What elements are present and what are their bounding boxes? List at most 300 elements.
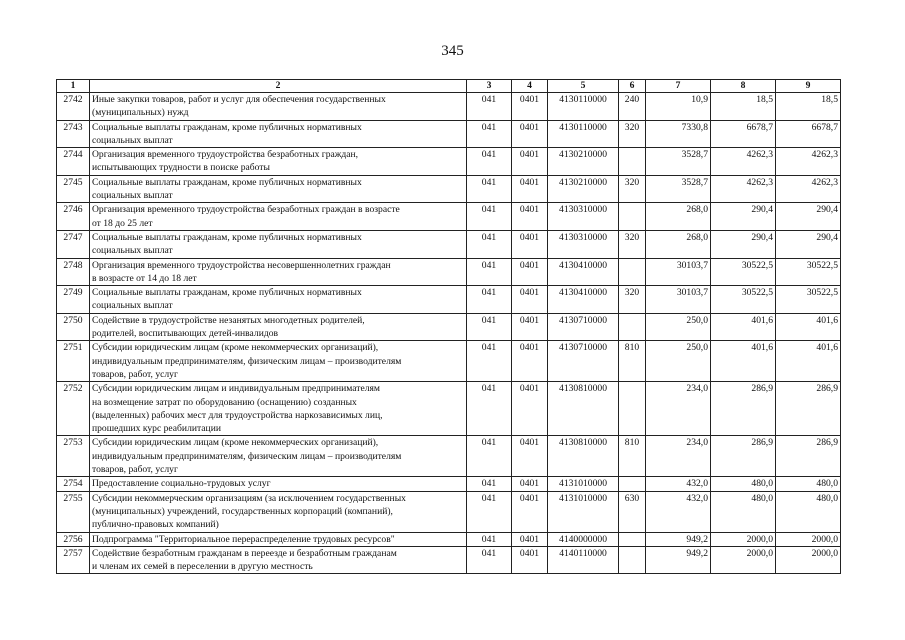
amount-col8-text: 6678,7: [746, 121, 773, 133]
amount-col7-text: 30103,7: [676, 259, 708, 271]
amount-col9-cell: [776, 203, 841, 231]
amount-col7-text: 432,0: [686, 492, 708, 504]
section-code-text: 0401: [519, 533, 540, 545]
expense-type-text: 320: [624, 231, 640, 243]
item-name-text: Социальные выплаты гражданам, кроме публичных нормативных социальных выплат: [92, 287, 362, 312]
row-number-cell: [57, 286, 90, 314]
target-article-cell: [548, 175, 619, 203]
row-number-text: 2748: [63, 259, 83, 271]
header-cell: 3: [467, 80, 512, 93]
table-body: [57, 93, 841, 574]
row-number-text: 2742: [63, 94, 83, 105]
row-number-cell: [57, 382, 90, 436]
amount-col9-cell: [776, 93, 841, 121]
ministry-code-cell: [467, 382, 512, 436]
section-code-text: 0401: [519, 547, 540, 559]
section-code-cell: [512, 258, 548, 286]
row-number-text: 2747: [63, 231, 83, 243]
amount-col8-cell: [711, 341, 776, 382]
expense-type-cell: [619, 341, 646, 382]
amount-col8-text: 18,5: [756, 94, 773, 105]
ministry-code-cell: [467, 491, 512, 532]
row-number-text: 2754: [63, 478, 83, 490]
amount-col9-cell: [776, 477, 841, 491]
target-article-text: 4131010000: [559, 478, 607, 490]
item-name-text: Субсидии юридическим лицам и индивидуальным предпринимателям на возмещение затрат по оборудованию (оснащению) созданных (выделенных) рабочих мест для трудоустройства наркозависимых лиц, прошедших курс реабилитации: [92, 383, 383, 435]
section-code-text: 0401: [519, 94, 540, 105]
section-code-cell: [512, 313, 548, 341]
target-article-cell: [548, 93, 619, 121]
row-number-text: 2744: [63, 149, 83, 161]
table-row: [57, 93, 841, 121]
amount-col9-text: 286,9: [816, 383, 838, 395]
budget-table: [56, 79, 841, 574]
amount-col7-cell: [646, 286, 711, 314]
header-cell: 8: [711, 80, 776, 93]
item-name-cell: [90, 148, 467, 176]
table-row: [57, 477, 841, 491]
target-article-text: 4130710000: [559, 342, 607, 354]
target-article-text: 4130110000: [559, 121, 607, 133]
section-code-cell: [512, 93, 548, 121]
target-article-text: 4130810000: [559, 437, 607, 449]
ministry-code-text: 041: [481, 94, 497, 105]
amount-col7-cell: [646, 203, 711, 231]
item-name-text: Иные закупки товаров, работ и услуг для обеспечения государственных (муниципальных) нужд: [92, 94, 386, 119]
page-number: 345: [441, 43, 464, 59]
amount-col8-text: 401,6: [751, 342, 773, 354]
target-article-cell: [548, 258, 619, 286]
amount-col7-text: 3528,7: [681, 149, 708, 161]
section-code-cell: [512, 148, 548, 176]
target-article-cell: [548, 436, 619, 477]
item-name-text: Социальные выплаты гражданам, кроме публичных нормативных социальных выплат: [92, 231, 362, 257]
ministry-code-text: 041: [481, 533, 497, 545]
item-name-cell: [90, 286, 467, 314]
row-number-cell: [57, 175, 90, 203]
item-name-cell: [90, 532, 467, 546]
ministry-code-text: 041: [481, 176, 497, 188]
row-number-cell: [57, 436, 90, 477]
amount-col9-text: 4262,3: [811, 176, 838, 188]
expense-type-text: 240: [624, 94, 640, 105]
target-article-text: 4130710000: [559, 314, 607, 326]
target-article-text: 4130410000: [559, 259, 607, 271]
amount-col7-cell: [646, 120, 711, 148]
section-code-text: 0401: [519, 492, 540, 504]
section-code-text: 0401: [519, 437, 540, 449]
ministry-code-text: 041: [481, 478, 497, 490]
amount-col9-cell: [776, 258, 841, 286]
amount-col9-text: 401,6: [816, 314, 838, 326]
expense-type-text: 320: [624, 287, 640, 299]
row-number-cell: [57, 258, 90, 286]
amount-col9-cell: [776, 436, 841, 477]
row-number-cell: [57, 230, 90, 258]
row-number-cell: [57, 203, 90, 231]
amount-col7-text: 30103,7: [676, 287, 708, 299]
amount-col8-cell: [711, 313, 776, 341]
amount-col9-cell: [776, 532, 841, 546]
item-name-cell: [90, 382, 467, 436]
amount-col8-cell: [711, 477, 776, 491]
amount-col8-text: 2000,0: [746, 547, 773, 559]
section-code-text: 0401: [519, 287, 540, 299]
ministry-code-cell: [467, 93, 512, 121]
table-row: [57, 175, 841, 203]
item-name-text: Подпрограмма "Территориальное перераспределение трудовых ресурсов": [92, 533, 395, 545]
section-code-cell: [512, 203, 548, 231]
amount-col7-cell: [646, 313, 711, 341]
item-name-cell: [90, 175, 467, 203]
row-number-text: 2750: [63, 314, 83, 326]
ministry-code-cell: [467, 258, 512, 286]
row-number-cell: [57, 148, 90, 176]
section-code-text: 0401: [519, 478, 540, 490]
ministry-code-text: 041: [481, 259, 497, 271]
target-article-text: 4140110000: [559, 547, 607, 559]
section-code-cell: [512, 532, 548, 546]
amount-col7-cell: [646, 382, 711, 436]
table-row: [57, 313, 841, 341]
target-article-cell: [548, 477, 619, 491]
amount-col9-text: 30522,5: [806, 287, 838, 299]
table-header-row: [57, 80, 841, 93]
expense-type-cell: [619, 546, 646, 574]
expense-type-text: 320: [624, 176, 640, 188]
ministry-code-text: 041: [481, 204, 497, 216]
section-code-cell: [512, 286, 548, 314]
row-number-cell: [57, 341, 90, 382]
ministry-code-text: 041: [481, 547, 497, 559]
section-code-text: 0401: [519, 259, 540, 271]
amount-col8-text: 2000,0: [746, 533, 773, 545]
amount-col8-cell: [711, 436, 776, 477]
amount-col7-text: 234,0: [686, 437, 708, 449]
ministry-code-cell: [467, 436, 512, 477]
target-article-cell: [548, 313, 619, 341]
row-number-text: 2746: [63, 204, 83, 216]
target-article-text: 4131010000: [559, 492, 607, 504]
amount-col7-text: 949,2: [686, 547, 708, 559]
item-name-cell: [90, 93, 467, 121]
expense-type-cell: [619, 477, 646, 491]
item-name-text: Содействие безработным гражданам в переезде и безработным гражданам и членам их семей в переселении в другую местность: [92, 547, 397, 573]
ministry-code-text: 041: [481, 231, 497, 243]
header-cell: 9: [776, 80, 841, 93]
row-number-cell: [57, 532, 90, 546]
amount-col9-cell: [776, 313, 841, 341]
amount-col8-text: 30522,5: [741, 259, 773, 271]
expense-type-cell: [619, 313, 646, 341]
amount-col8-text: 4262,3: [746, 149, 773, 161]
expense-type-cell: [619, 286, 646, 314]
amount-col7-cell: [646, 341, 711, 382]
amount-col9-cell: [776, 341, 841, 382]
amount-col7-cell: [646, 258, 711, 286]
item-name-text: Организация временного трудоустройства безработных граждан в возрасте от 18 до 25 лет: [92, 204, 400, 229]
header-cell: 4: [512, 80, 548, 93]
ministry-code-text: 041: [481, 287, 497, 299]
target-article-cell: [548, 120, 619, 148]
amount-col7-text: 250,0: [686, 314, 708, 326]
amount-col8-text: 290,4: [751, 204, 773, 216]
target-article-cell: [548, 341, 619, 382]
amount-col7-cell: [646, 93, 711, 121]
row-number-cell: [57, 546, 90, 574]
table-row: [57, 341, 841, 382]
section-code-cell: [512, 120, 548, 148]
section-code-text: 0401: [519, 149, 540, 161]
section-code-cell: [512, 382, 548, 436]
section-code-text: 0401: [519, 204, 540, 216]
amount-col9-cell: [776, 491, 841, 532]
table-row: [57, 120, 841, 148]
table-row: [57, 148, 841, 176]
amount-col9-text: 290,4: [816, 231, 838, 243]
item-name-text: Содействие в трудоустройстве незанятых многодетных родителей, родителей, воспитывающих детей-инвалидов: [92, 314, 365, 340]
table-row: [57, 382, 841, 436]
row-number-text: 2756: [63, 533, 83, 545]
amount-col8-text: 286,9: [751, 437, 773, 449]
expense-type-cell: [619, 258, 646, 286]
target-article-cell: [548, 203, 619, 231]
amount-col7-text: 268,0: [686, 231, 708, 243]
table-row: [57, 546, 841, 574]
header-cell: 5: [548, 80, 619, 93]
amount-col8-cell: [711, 286, 776, 314]
amount-col7-cell: [646, 148, 711, 176]
target-article-text: 4140000000: [559, 533, 607, 545]
amount-col9-text: 290,4: [816, 204, 838, 216]
section-code-cell: [512, 230, 548, 258]
section-code-text: 0401: [519, 314, 540, 326]
ministry-code-cell: [467, 203, 512, 231]
row-number-cell: [57, 491, 90, 532]
amount-col9-text: 2000,0: [811, 533, 838, 545]
target-article-text: 4130110000: [559, 94, 607, 105]
table-row: [57, 258, 841, 286]
amount-col8-cell: [711, 175, 776, 203]
amount-col8-text: 4262,3: [746, 176, 773, 188]
amount-col8-cell: [711, 532, 776, 546]
item-name-text: Организация временного трудоустройства несовершеннолетних граждан в возрасте от 14 до 18 лет: [92, 259, 391, 284]
item-name-text: Субсидии некоммерческим организациям (за исключением государственных (муниципальных) учреждений, государственных корпораций (компаний), публично-правовых компаний): [92, 492, 406, 531]
item-name-text: Организация временного трудоустройства безработных граждан, испытывающих трудности в поиске работы: [92, 149, 359, 174]
amount-col9-text: 2000,0: [811, 547, 838, 559]
expense-type-cell: [619, 230, 646, 258]
target-article-cell: [548, 382, 619, 436]
amount-col9-text: 286,9: [816, 437, 838, 449]
row-number-cell: [57, 93, 90, 121]
amount-col7-cell: [646, 532, 711, 546]
item-name-text: Социальные выплаты гражданам, кроме публичных нормативных социальных выплат: [92, 176, 362, 202]
item-name-cell: [90, 258, 467, 286]
row-number-text: 2755: [63, 492, 83, 504]
row-number-text: 2749: [63, 287, 83, 299]
amount-col7-text: 268,0: [686, 204, 708, 216]
expense-type-cell: [619, 436, 646, 477]
section-code-text: 0401: [519, 176, 540, 188]
item-name-cell: [90, 436, 467, 477]
target-article-text: 4130210000: [559, 176, 607, 188]
target-article-text: 4130410000: [559, 287, 607, 299]
ministry-code-text: 041: [481, 121, 497, 133]
section-code-cell: [512, 341, 548, 382]
row-number-text: 2751: [63, 342, 83, 354]
amount-col9-cell: [776, 175, 841, 203]
amount-col7-text: 949,2: [686, 533, 708, 545]
row-number-text: 2745: [63, 176, 83, 188]
ministry-code-text: 041: [481, 342, 497, 354]
section-code-cell: [512, 436, 548, 477]
ministry-code-cell: [467, 532, 512, 546]
header-cell: 6: [619, 80, 646, 93]
amount-col9-text: 480,0: [816, 492, 838, 504]
amount-col9-text: 6678,7: [811, 121, 838, 133]
section-code-text: 0401: [519, 231, 540, 243]
expense-type-cell: [619, 203, 646, 231]
amount-col9-text: 480,0: [816, 478, 838, 490]
amount-col9-text: 4262,3: [811, 149, 838, 161]
ministry-code-cell: [467, 341, 512, 382]
amount-col9-text: 30522,5: [806, 259, 838, 271]
expense-type-cell: [619, 93, 646, 121]
ministry-code-cell: [467, 286, 512, 314]
amount-col8-cell: [711, 258, 776, 286]
item-name-text: Предоставление социально-трудовых услуг: [92, 478, 271, 490]
item-name-cell: [90, 341, 467, 382]
expense-type-cell: [619, 382, 646, 436]
amount-col7-cell: [646, 477, 711, 491]
header-cell: 1: [57, 80, 90, 93]
section-code-text: 0401: [519, 383, 540, 395]
item-name-text: Субсидии юридическим лицам (кроме некоммерческих организаций), индивидуальным предпринимателям, физическим лицам – производителям товаров, работ, услуг: [92, 437, 402, 476]
ministry-code-cell: [467, 148, 512, 176]
item-name-cell: [90, 546, 467, 574]
amount-col9-text: 401,6: [816, 342, 838, 354]
section-code-text: 0401: [519, 342, 540, 354]
expense-type-cell: [619, 491, 646, 532]
ministry-code-text: 041: [481, 492, 497, 504]
amount-col8-text: 290,4: [751, 231, 773, 243]
target-article-cell: [548, 148, 619, 176]
target-article-cell: [548, 532, 619, 546]
section-code-cell: [512, 491, 548, 532]
amount-col7-text: 432,0: [686, 478, 708, 490]
item-name-text: Социальные выплаты гражданам, кроме публичных нормативных социальных выплат: [92, 121, 362, 146]
ministry-code-cell: [467, 313, 512, 341]
header-cell: 7: [646, 80, 711, 93]
amount-col8-text: 480,0: [751, 492, 773, 504]
table-row: [57, 286, 841, 314]
amount-col8-cell: [711, 120, 776, 148]
amount-col7-text: 10,9: [691, 94, 708, 105]
ministry-code-cell: [467, 477, 512, 491]
amount-col7-cell: [646, 175, 711, 203]
amount-col8-text: 30522,5: [741, 287, 773, 299]
amount-col8-cell: [711, 148, 776, 176]
item-name-cell: [90, 477, 467, 491]
amount-col8-cell: [711, 382, 776, 436]
ministry-code-cell: [467, 175, 512, 203]
item-name-cell: [90, 491, 467, 532]
ministry-code-cell: [467, 546, 512, 574]
item-name-cell: [90, 203, 467, 231]
amount-col8-cell: [711, 491, 776, 532]
target-article-text: 4130310000: [559, 231, 607, 243]
expense-type-cell: [619, 148, 646, 176]
header-cell: 2: [90, 80, 467, 93]
amount-col7-text: 234,0: [686, 383, 708, 395]
amount-col8-cell: [711, 203, 776, 231]
amount-col9-cell: [776, 148, 841, 176]
table-row: [57, 436, 841, 477]
target-article-cell: [548, 230, 619, 258]
target-article-text: 4130310000: [559, 204, 607, 216]
row-number-cell: [57, 120, 90, 148]
ministry-code-text: 041: [481, 437, 497, 449]
section-code-cell: [512, 175, 548, 203]
section-code-cell: [512, 477, 548, 491]
table-row: [57, 532, 841, 546]
amount-col7-cell: [646, 436, 711, 477]
row-number-text: 2743: [63, 121, 83, 133]
amount-col7-text: 3528,7: [681, 176, 708, 188]
amount-col8-cell: [711, 230, 776, 258]
amount-col8-text: 286,9: [751, 383, 773, 395]
row-number-text: 2752: [63, 383, 83, 395]
amount-col7-cell: [646, 491, 711, 532]
item-name-cell: [90, 230, 467, 258]
amount-col9-cell: [776, 546, 841, 574]
target-article-cell: [548, 491, 619, 532]
ministry-code-text: 041: [481, 383, 497, 395]
expense-type-text: 630: [624, 492, 640, 504]
amount-col8-text: 480,0: [751, 478, 773, 490]
ministry-code-cell: [467, 230, 512, 258]
target-article-text: 4130210000: [559, 149, 607, 161]
item-name-cell: [90, 313, 467, 341]
amount-col9-text: 18,5: [821, 94, 838, 105]
amount-col7-text: 7330,8: [681, 121, 708, 133]
expense-type-cell: [619, 120, 646, 148]
target-article-cell: [548, 546, 619, 574]
ministry-code-text: 041: [481, 149, 497, 161]
ministry-code-cell: [467, 120, 512, 148]
table-row: [57, 491, 841, 532]
amount-col8-cell: [711, 546, 776, 574]
expense-type-text: 320: [624, 121, 640, 133]
amount-col9-cell: [776, 286, 841, 314]
amount-col8-text: 401,6: [751, 314, 773, 326]
amount-col8-cell: [711, 93, 776, 121]
target-article-text: 4130810000: [559, 383, 607, 395]
expense-type-text: 810: [624, 437, 640, 449]
table-row: [57, 203, 841, 231]
target-article-cell: [548, 286, 619, 314]
amount-col9-cell: [776, 120, 841, 148]
amount-col9-cell: [776, 230, 841, 258]
row-number-text: 2753: [63, 437, 83, 449]
expense-type-text: 810: [624, 342, 640, 354]
row-number-text: 2757: [63, 547, 83, 559]
amount-col7-text: 250,0: [686, 342, 708, 354]
ministry-code-text: 041: [481, 314, 497, 326]
amount-col7-cell: [646, 546, 711, 574]
row-number-cell: [57, 477, 90, 491]
item-name-cell: [90, 120, 467, 148]
